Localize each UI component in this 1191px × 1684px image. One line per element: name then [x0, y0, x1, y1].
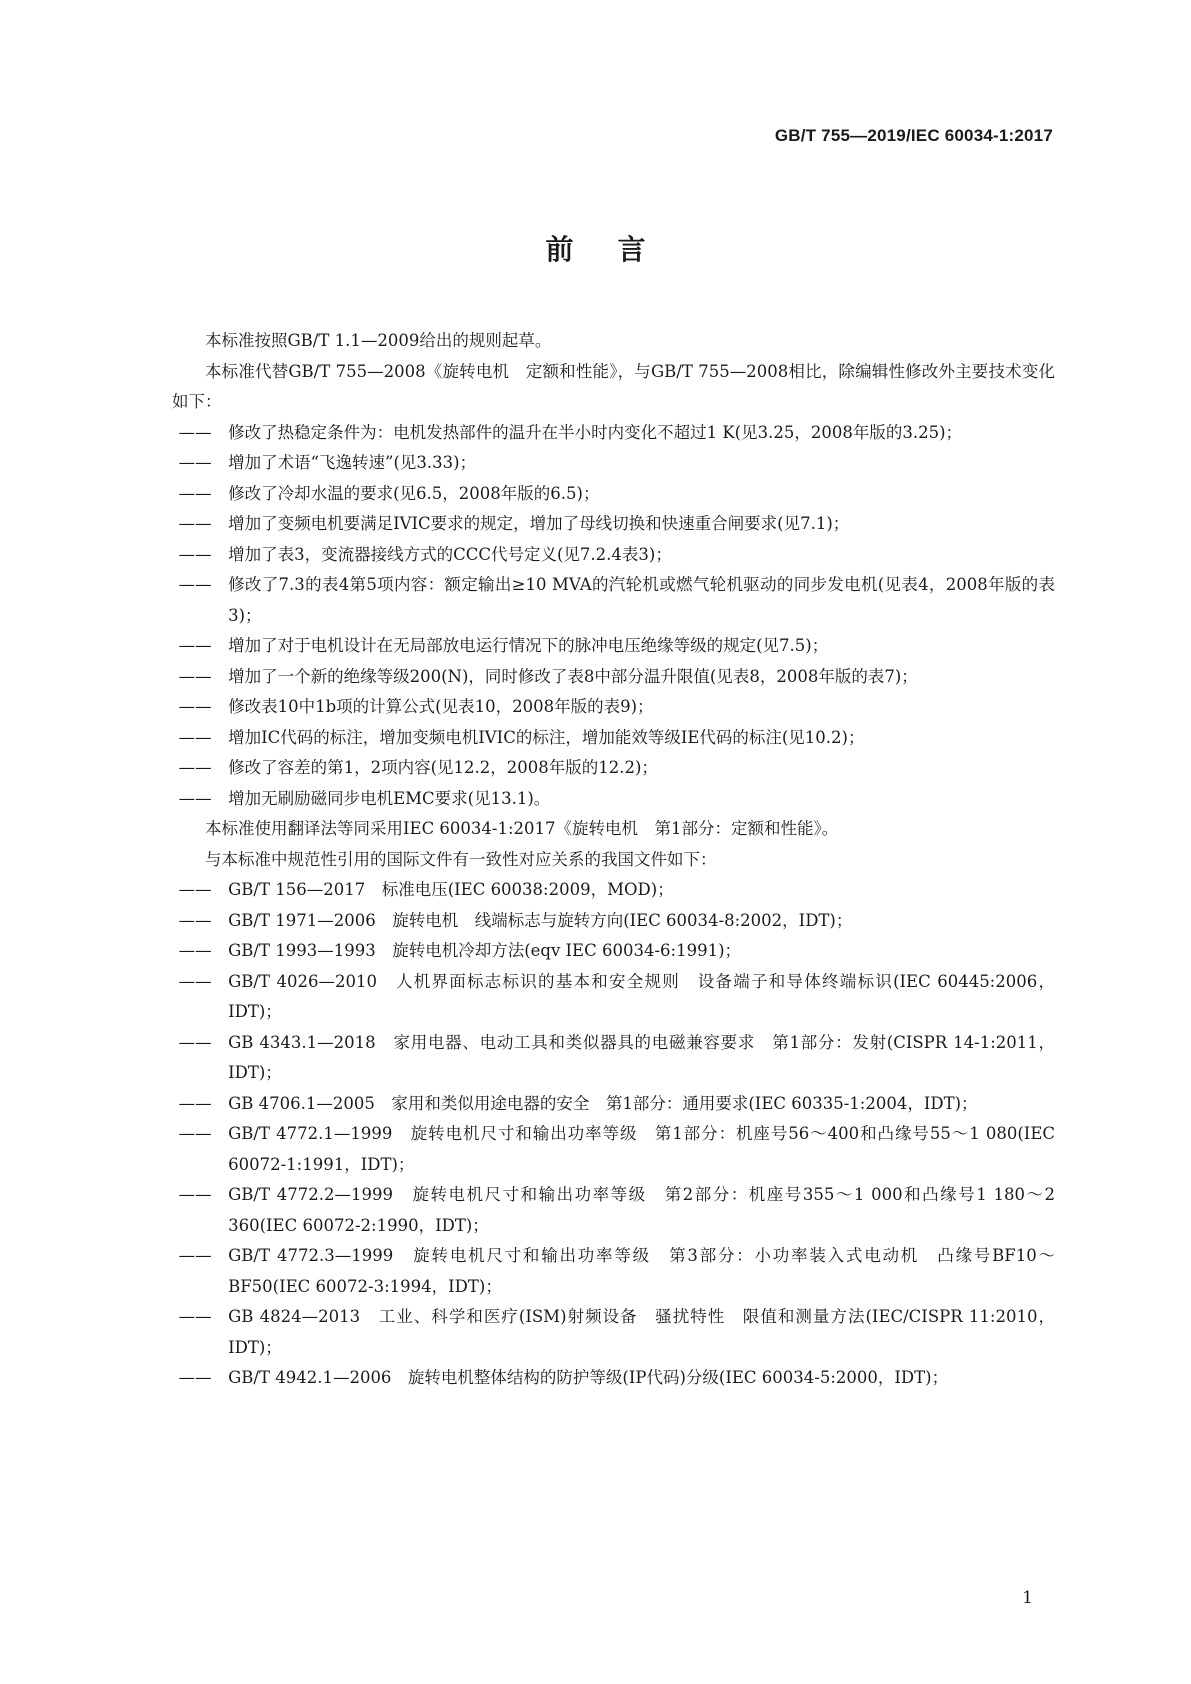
list-item [172, 1089, 1055, 1120]
list-item [172, 448, 1055, 479]
list-item [172, 540, 1055, 571]
list-item [172, 1028, 1055, 1089]
list-item-text: 增加了变频电机要满足IVIC要求的规定，增加了母线切换和快速重合闸要求(见7.1)； [228, 514, 850, 533]
dash-marker: —— [178, 453, 212, 472]
list-item-text: GB 4706.1—2005 家用和类似用途电器的安全 第1部分：通用要求(IEC 60335-1:2004，IDT)； [228, 1093, 978, 1113]
dash-marker: —— [178, 1185, 212, 1204]
list-item-text: GB 4824—2013 工业、科学和医疗(ISM)射频设备 骚扰特性 限值和测量方法(IEC/CISPR 11:2010，IDT)； [228, 1307, 1055, 1357]
list-item [172, 723, 1055, 754]
dash-marker: —— [178, 697, 212, 716]
list-item [172, 936, 1055, 967]
list-item-text: 增加无刷励磁同步电机EMC要求(见13.1)。 [228, 788, 551, 808]
dash-marker: —— [178, 1093, 212, 1113]
references-intro-paragraph: 与本标准中规范性引用的国际文件有一致性对应关系的我国文件如下： [205, 849, 717, 869]
foreword-body [172, 326, 1055, 1394]
national-references-list [172, 875, 1055, 1394]
list-item-text: 修改表10中1b项的计算公式(见表10，2008年版的表9)； [228, 697, 654, 716]
list-item [172, 418, 1055, 449]
list-item [172, 967, 1055, 1028]
dash-marker: —— [178, 1368, 212, 1387]
replacement-paragraph: 本标准代替GB/T 755—2008《旋转电机 定额和性能》，与GB/T 755—2008相比，除编辑性修改外主要技术变化如下： [172, 361, 1055, 411]
list-item [172, 906, 1055, 937]
drafting-rules-paragraph: 本标准按照GB/T 1.1—2009给出的规则起草。 [205, 331, 552, 350]
list-item-text: GB/T 1993—1993 旋转电机冷却方法(eqv IEC 60034-6:1991)； [228, 941, 742, 960]
page-number: 1 [1022, 1588, 1033, 1608]
dash-marker: —— [178, 1032, 212, 1052]
list-item [172, 692, 1055, 723]
dash-marker: —— [178, 575, 212, 594]
dash-marker: —— [178, 636, 212, 655]
list-item-text: 修改了容差的第1，2项内容(见12.2，2008年版的12.2)； [228, 758, 658, 777]
list-item-text: 修改了7.3的表4第5项内容：额定输出≥10 MVA的汽轮机或燃气轮机驱动的同步发电机(见表4，2008年版的表3)； [228, 575, 1055, 625]
dash-marker: —— [178, 910, 212, 930]
list-item-text: GB/T 4772.1—1999 旋转电机尺寸和输出功率等级 第1部分：机座号56～400和凸缘号55～1 080(IEC 60072-1:1991，IDT)； [228, 1124, 1055, 1174]
dash-marker: —— [178, 880, 212, 899]
list-item-text: GB/T 4942.1—2006 旋转电机整体结构的防护等级(IP代码)分级(IEC 60034-5:2000，IDT)； [228, 1368, 949, 1387]
list-item-text: GB/T 1971—2006 旋转电机 线端标志与旋转方向(IEC 60034-8:2002，IDT)； [228, 910, 853, 930]
list-item [172, 631, 1055, 662]
list-item-text: 增加了术语“飞逸转速”(见3.33)； [228, 453, 477, 472]
dash-marker: —— [178, 1307, 212, 1326]
list-item [172, 875, 1055, 906]
list-item [172, 1119, 1055, 1180]
list-item [172, 1180, 1055, 1241]
list-item-text: 修改了热稳定条件为：电机发热部件的温升在半小时内变化不超过1 K(见3.25，2008年版的3.25)； [228, 422, 963, 442]
dash-marker: —— [178, 544, 212, 564]
list-item [172, 1363, 1055, 1394]
dash-marker: —— [178, 483, 212, 503]
dash-marker: —— [178, 422, 212, 442]
list-item [172, 784, 1055, 815]
list-item [172, 1241, 1055, 1302]
list-item-text: GB 4343.1—2018 家用电器、电动工具和类似器具的电磁兼容要求 第1部分：发射(CISPR 14-1:2011，IDT)； [228, 1032, 1055, 1082]
page-title: 前言 [545, 233, 690, 266]
dash-marker: —— [178, 727, 212, 747]
dash-marker: —— [178, 941, 212, 960]
list-item-text: 修改了冷却水温的要求(见6.5，2008年版的6.5)； [228, 483, 600, 503]
list-item-text: 增加IC代码的标注，增加变频电机IVIC的标注，增加能效等级IE代码的标注(见10.2)； [228, 727, 865, 747]
dash-marker: —— [178, 666, 212, 686]
dash-marker: —— [178, 1124, 212, 1143]
list-item [172, 662, 1055, 693]
list-item-text: 增加了一个新的绝缘等级200(N)，同时修改了表8中部分温升限值(见表8，2008年版的表7)； [228, 666, 918, 686]
technical-changes-list [172, 418, 1055, 815]
dash-marker: —— [178, 1246, 212, 1265]
adoption-paragraph: 本标准使用翻译法等同采用IEC 60034-1:2017《旋转电机 第1部分：定额和性能》。 [205, 819, 839, 838]
list-item-text: 增加了对于电机设计在无局部放电运行情况下的脉冲电压绝缘等级的规定(见7.5)； [228, 636, 829, 655]
list-item [172, 1302, 1055, 1363]
list-item-text: 增加了表3，变流器接线方式的CCC代号定义(见7.2.4表3)； [228, 544, 672, 564]
list-item [172, 509, 1055, 540]
dash-marker: —— [178, 971, 212, 991]
list-item-text: GB/T 156—2017 标准电压(IEC 60038:2009，MOD)； [228, 880, 674, 899]
list-item [172, 479, 1055, 510]
dash-marker: —— [178, 514, 212, 533]
list-item-text: GB/T 4026—2010 人机界面标志标识的基本和安全规则 设备端子和导体终端标识(IEC 60445:2006，IDT)； [228, 971, 1055, 1021]
list-item-text: GB/T 4772.2—1999 旋转电机尺寸和输出功率等级 第2部分：机座号355～1 000和凸缘号1 180～2 360(IEC 60072-2:1990，IDT)； [228, 1185, 1055, 1235]
dash-marker: —— [178, 788, 212, 808]
list-item-text: GB/T 4772.3—1999 旋转电机尺寸和输出功率等级 第3部分：小功率装入式电动机 凸缘号BF10～BF50(IEC 60072-3:1994，IDT)； [228, 1246, 1055, 1296]
standard-code-header: GB/T 755—2019/IEC 60034-1:2017 [774, 126, 1053, 145]
list-item [172, 570, 1055, 631]
list-item [172, 753, 1055, 784]
dash-marker: —— [178, 758, 212, 777]
